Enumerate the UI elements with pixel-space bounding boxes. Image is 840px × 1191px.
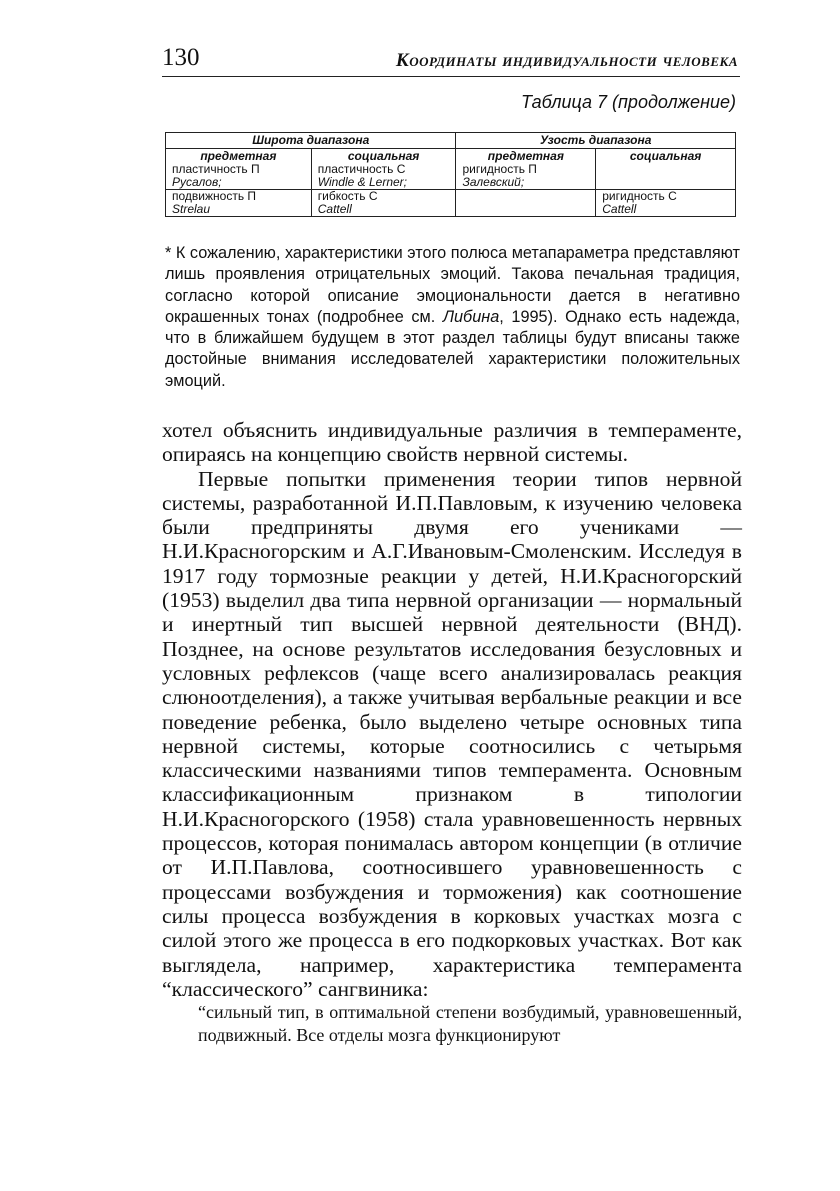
sub-header-cell: предметная bbox=[166, 149, 312, 164]
block-quote: “сильный тип, в оптимальной степени возбудимый, уравновешенный, подвижный. Все отделы мозга функционируют bbox=[198, 1002, 742, 1046]
page-number: 130 bbox=[162, 44, 200, 71]
table-cell: Windle & Lerner; bbox=[311, 176, 456, 190]
sub-header-cell: предметная bbox=[456, 149, 596, 164]
footnote bbox=[165, 243, 740, 392]
table-cell: подвижность П bbox=[166, 190, 312, 204]
table-cell: ригидность П bbox=[456, 163, 596, 176]
table-cell bbox=[456, 203, 596, 217]
table-row bbox=[166, 176, 736, 190]
table-cell bbox=[596, 176, 736, 190]
table-cell: Cattell bbox=[311, 203, 456, 217]
sub-header-cell: социальная bbox=[596, 149, 736, 164]
table-cell: Залевский; bbox=[456, 176, 596, 190]
sub-header-cell: социальная bbox=[311, 149, 456, 164]
table-cell: Cattell bbox=[596, 203, 736, 217]
table-row bbox=[166, 190, 736, 204]
table-cell: Русалов; bbox=[166, 176, 312, 190]
table-group-header-row bbox=[166, 133, 736, 149]
table-caption: Таблица 7 (продолжение) bbox=[521, 92, 736, 112]
data-table bbox=[165, 132, 736, 217]
footnote-reference: Либина bbox=[442, 307, 500, 326]
header-rule bbox=[162, 76, 740, 77]
footnote-text: , 1995). Однако есть надежда, что в ближайшем будущем в этот раздел таблицы будут вписаны также достойные внимания исследователей характеристики положительных эмоций. bbox=[165, 307, 740, 390]
table-row bbox=[166, 163, 736, 176]
paragraph: хотел объяснить индивидуальные различия в темпераменте, опираясь на концепцию свойств нервной системы. bbox=[162, 418, 742, 467]
main-text bbox=[162, 418, 742, 1047]
paragraph: Первые попытки применения теории типов нервной системы, разработанной И.П.Павловым, к изучению человека были предприняты двумя его учениками — Н.И.Красногорским и А.Г.Ивановым-Смоленским. Исследуя в 1917 году тормозные реакции у детей, Н.И.Красногорский (1953) выделил два типа нервной организации — нормальный и инертный тип высшей нервной деятельности (ВНД). Позднее, на основе результатов исследования безусловных и условных рефлексов (чаще всего анализировалась реакция слюноотделения), а также учитывая вербальные реакции и все поведение ребенка, было выделено четыре основных типа нервной системы, которые соотносились с четырьмя классическими названиями типов темперамента. Основным классификационным признаком в типологии Н.И.Красногорского (1958) стала уравновешенность нервных процессов, которая понималась автором концепции (в отличие от И.П.Павлова, соотносившего уравновешенность с процессами возбуждения и торможения) как соотношение силы процесса возбуждения в корковых участках мозга с силой этого же процесса в его подкорковых участках. Вот как выглядела, например, характеристика темперамента “классического” сангвиника: bbox=[162, 466, 742, 1001]
table-cell: гибкость С bbox=[311, 190, 456, 204]
table-cell: Strelau bbox=[166, 203, 312, 217]
running-title: Координаты индивидуальности человека bbox=[395, 50, 738, 71]
table-cell: пластичность С bbox=[311, 163, 456, 176]
table-cell: пластичность П bbox=[166, 163, 312, 176]
table-cell bbox=[456, 190, 596, 204]
table-sub-header-row bbox=[166, 149, 736, 164]
table-cell: ригидность С bbox=[596, 190, 736, 204]
table-cell bbox=[596, 163, 736, 176]
group-header-narrowness: Узость диапазона bbox=[456, 133, 736, 149]
group-header-breadth: Широта диапазона bbox=[166, 133, 456, 149]
table-row bbox=[166, 203, 736, 217]
page-header bbox=[162, 44, 740, 74]
footnote-text: * К сожалению, характеристики этого полюса метапараметра представляют лишь проявления отрицательных эмоций. Такова печальная традиция, согласно которой описание эмоциональности дается в негативно окрашенных тонах (подробнее см. bbox=[165, 244, 740, 326]
